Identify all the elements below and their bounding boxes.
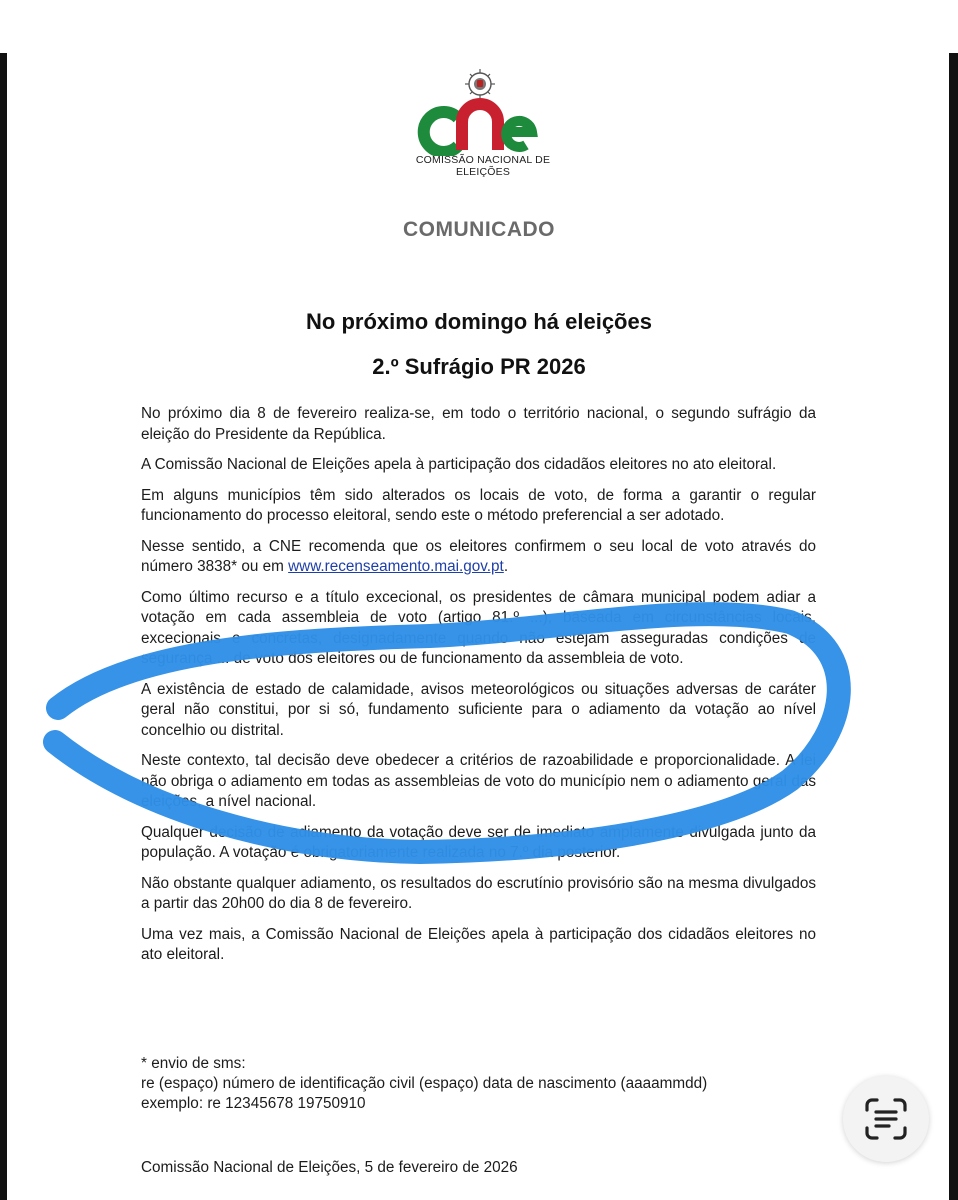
paragraph-8: Qualquer decisão de adiamento da votação deve ser de imediato amplamente divulgada junto da população. A votação é obrigatoriamente realizada no 7.º dia posterior.	[141, 823, 816, 861]
paragraph-9: Não obstante qualquer adiamento, os resultados do escrutínio provisório são na mesma divulgados a partir das 20h00 do dia 8 de fevereiro.	[141, 874, 816, 912]
paragraph-4	[141, 537, 816, 578]
paragraph-10: Uma vez mais, a Comissão Nacional de Eleições apela à participação dos cidadãos eleitores no ato eleitoral.	[141, 925, 816, 963]
page-title: No próximo domingo há eleições	[306, 309, 652, 334]
footnote-line-2: re (espaço) número de identificação civil (espaço) data de nascimento (aaaammdd)	[141, 1075, 708, 1092]
paragraph-5: Como último recurso e a título excecional, os presidentes de câmara municipal podem adiar a votação em cada assembleia de voto (artigo 81.º ...), baseada em circunstâncias locais, excecionais e concretas, designadamente quando não estejam asseguradas condições de segurança ... de voto dos eleitores ou de funcionamento da assembleia de voto.	[141, 588, 816, 667]
live-text-scan-icon	[862, 1095, 910, 1143]
signature-date: Comissão Nacional de Eleições, 5 de fevereiro de 2026	[141, 1159, 518, 1176]
paragraph-4-end: .	[503, 558, 509, 575]
sms-footnote	[141, 1054, 821, 1114]
paragraph-4-text: Nesse sentido, a CNE recomenda que os eleitores confirmem o seu local de voto através do número 3838* ou em	[141, 537, 816, 575]
page-subtitle: 2.º Sufrágio PR 2026	[372, 354, 586, 379]
document-type: COMUNICADO	[403, 218, 555, 241]
coat-of-arms-icon	[465, 69, 495, 99]
org-name: COMISSÃO NACIONAL DE ELEIÇÕES	[415, 154, 551, 178]
paragraph-6: A existência de estado de calamidade, avisos meteorológicos ou situações adversas de caráter geral não constitui, por si só, fundamento suficiente para o adiamento da votação ao nível concelhio ou distrital.	[141, 680, 816, 739]
paragraph-3: Em alguns municípios têm sido alterados os locais de voto, de forma a garantir o regular funcionamento do processo eleitoral, sendo este o método preferencial a ser adotado.	[141, 486, 816, 524]
live-text-scan-button[interactable]	[843, 1076, 929, 1162]
paragraph-7: Neste contexto, tal decisão deve obedecer a critérios de razoabilidade e proporcionalidade. A lei não obriga o adiamento em todas as assembleias de voto do município nem o adiamento geral das eleições, a nível nacional.	[141, 752, 816, 810]
paragraph-1: No próximo dia 8 de fevereiro realiza-se, em todo o território nacional, o segundo sufrágio da eleição do Presidente da República.	[141, 405, 816, 443]
footnote-line-3: exemplo: re 12345678 19750910	[141, 1095, 366, 1112]
communique-body	[141, 404, 816, 976]
footnote-line-1: * envio de sms:	[141, 1055, 246, 1072]
paragraph-2: A Comissão Nacional de Eleições apela à participação dos cidadãos eleitores no ato eleitoral.	[141, 456, 777, 473]
recenseamento-link[interactable]: www.recenseamento.mai.gov.pt	[288, 558, 504, 575]
